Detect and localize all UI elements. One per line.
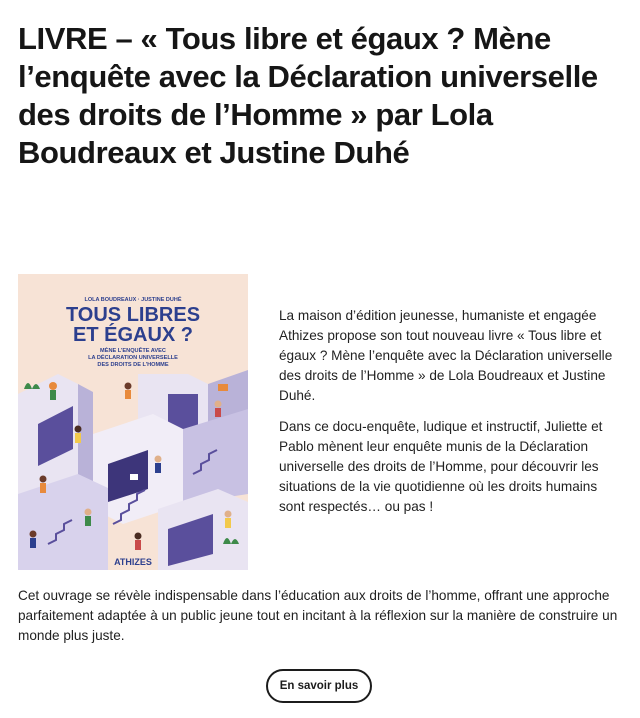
book-cover-image	[18, 274, 248, 570]
cover-subtitle-line2: LA DÉCLARATION UNIVERSELLE	[88, 355, 178, 361]
cover-subtitle-line3: DES DROITS DE L’HOMME	[97, 362, 169, 368]
intro-paragraph-2: Dans ce docu-enquête, ludique et instructif, Juliette et Pablo mènent leur enquête munis de la Déclaration universelle des droits de l’Homme, pour découvrir les situations de la vie quotidienne où les droits humains sont respectés… ou pas !	[279, 419, 603, 514]
intro-paragraph-1: La maison d’édition jeunesse, humaniste et engagée Athizes propose son tout nouveau livre « Tous libre et égaux ? Mène l’enquête avec la Déclaration universelle des droits de l’Homme » de Lola Boudreaux et Justine Duhé.	[279, 308, 613, 403]
cover-title-line2: ET ÉGAUX ?	[72, 324, 194, 346]
cover-authors: LOLA BOUDREAUX · JUSTINE DUHÉ	[84, 297, 182, 303]
learn-more-button[interactable]: En savoir plus	[266, 669, 372, 703]
cover-publisher-logo: ATHIZES	[114, 557, 152, 567]
article-title: LIVRE – « Tous libre et égaux ? Mène l’enquête avec la Déclaration universelle des droits de l’Homme » par Lola Boudreaux et Justine Duhé	[18, 21, 598, 170]
conclusion-paragraph: Cet ouvrage se révèle indispensable dans l’éducation aux droits de l’homme, offrant une approche parfaitement adaptée à un public jeune tout en incitant à la réflexion sur la manière de construire un monde plus juste.	[18, 588, 618, 643]
cover-subtitle-line1: MÈNE L’ENQUÊTE AVEC	[100, 348, 166, 354]
cover-title-line1: TOUS LIBRES	[65, 304, 201, 326]
article-intro	[279, 306, 619, 528]
book-cover-illustration	[18, 274, 248, 570]
